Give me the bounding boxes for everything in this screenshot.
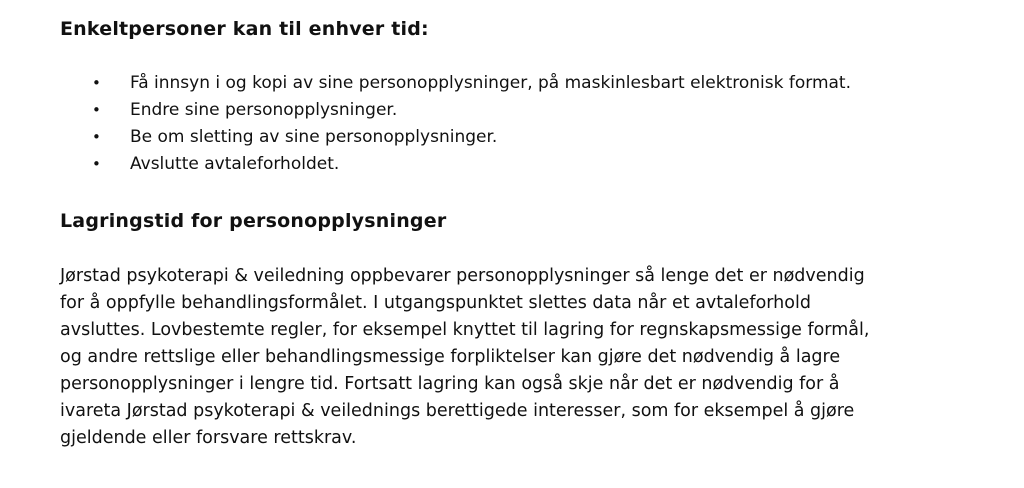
paragraph-line: gjeldende eller forsvare rettskrav. (60, 428, 357, 448)
bullet-icon: • (92, 74, 101, 92)
paragraph-line: for å oppfylle behandlingsformålet. I utgangspunktet slettes data når et avtaleforhold (60, 293, 811, 313)
paragraph-line: personopplysninger i lengre tid. Fortsatt lagring kan også skje når det er nødvendig for å (60, 374, 840, 394)
paragraph-line: avsluttes. Lovbestemte regler, for eksempel knyttet til lagring for regnskapsmessige formål, (60, 320, 870, 340)
list-item-text: Avslutte avtaleforholdet. (130, 154, 340, 174)
list-item (60, 124, 851, 151)
list-item-text: Få innsyn i og kopi av sine personopplysninger, på maskinlesbart elektronisk format. (130, 73, 851, 93)
rights-heading: Enkeltpersoner kan til enhver tid: (60, 18, 429, 40)
paragraph-line: ivareta Jørstad psykoterapi & veilednings berettigede interesser, som for eksempel å gjøre (60, 401, 855, 421)
list-item (60, 151, 851, 178)
paragraph-line: og andre rettslige eller behandlingsmessige forpliktelser kan gjøre det nødvendig å lagre (60, 347, 841, 367)
list-item-text: Endre sine personopplysninger. (130, 100, 398, 120)
storage-heading: Lagringstid for personopplysninger (60, 210, 447, 232)
list-item (60, 70, 851, 97)
bullet-icon: • (92, 101, 101, 119)
list-item-text: Be om sletting av sine personopplysninger. (130, 127, 498, 147)
list-item (60, 97, 851, 124)
paragraph-line: Jørstad psykoterapi & veiledning oppbevarer personopplysninger så lenge det er nødvendig (60, 266, 865, 286)
bullet-icon: • (92, 128, 101, 146)
bullet-icon: • (92, 155, 101, 173)
rights-list (60, 70, 851, 178)
storage-paragraph (60, 263, 869, 452)
